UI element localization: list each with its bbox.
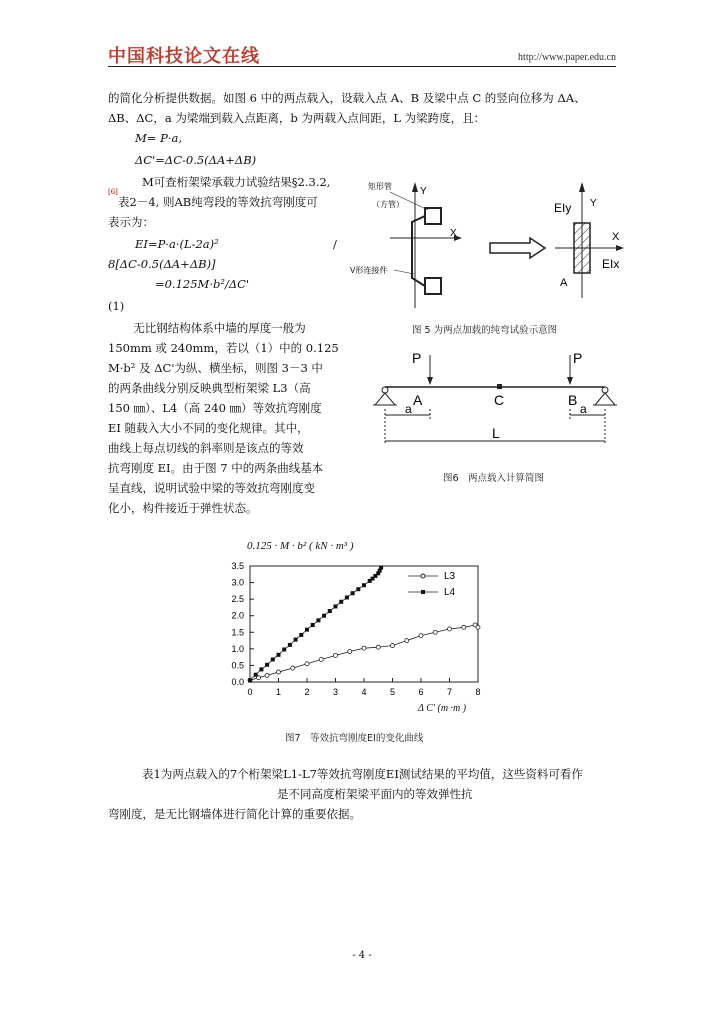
legend-label: L3 (444, 571, 456, 582)
data-point-L4 (362, 583, 366, 587)
para2-line: 的两条曲线分别反映典型桁架梁 L3（高 (108, 381, 311, 395)
series-line-L3 (250, 625, 478, 680)
data-point-L4 (294, 638, 298, 642)
header-url[interactable]: http://www.paper.edu.cn (518, 52, 616, 63)
fig6-p-right: P (573, 350, 583, 366)
fig5-caption: 图 5 为两点加载的纯弯试验示意图 (412, 325, 558, 336)
para2-line: 呈直线，说明试验中梁的等效抗弯刚度变 (108, 481, 315, 495)
data-point-L3 (433, 630, 437, 634)
para2-line: EI 随载入大小不同的变化规律。其中， (108, 421, 309, 435)
formula-ei-a: EI=P·a·(L-2a)² (135, 237, 219, 251)
fig5-top-tube (425, 208, 441, 224)
fig6-mid-point (497, 384, 502, 389)
fig6-l-label: L (492, 425, 500, 441)
para2-line: 曲线上每点切线的斜率则是该点的等效 (108, 441, 304, 455)
data-point-L3 (448, 627, 452, 631)
y-tick-label: 1.5 (231, 627, 244, 638)
y-tick-label: 3.5 (231, 561, 244, 571)
fig5-eiy: EIy (554, 201, 572, 215)
data-point-L3 (362, 646, 366, 650)
x-tick-label: 4 (361, 687, 367, 697)
fig5-label-tube: 矩形管 (368, 182, 392, 191)
fig5-label-tube2: （方管） (372, 200, 404, 209)
figure-5 (350, 178, 640, 338)
x-tick-label: 3 (332, 687, 339, 697)
formula-dc: ΔC'=ΔC-0.5(ΔA+ΔB) (135, 153, 257, 167)
fig6-a-left-label: a (405, 402, 412, 416)
bottom-line-3: 弯刚度，是无比钢墙体进行简化计算的重要依据。 (108, 807, 361, 821)
y-tick-label: 0.0 (231, 677, 244, 687)
legend-label: L4 (444, 587, 456, 598)
data-point-L4 (265, 663, 269, 667)
data-point-L4 (305, 628, 309, 632)
fig5-transform-arrow (490, 238, 545, 258)
x-tick-label: 7 (446, 687, 453, 697)
formula-ei-b: 8[ΔC-0.5(ΔA+ΔB)] (108, 257, 216, 271)
y-tick-label: 2.5 (231, 594, 244, 605)
fig5-y-label: Y (420, 186, 427, 197)
chart-xlabel: Δ C' (m ·m ) (418, 703, 467, 714)
y-tick-label: 1.0 (231, 643, 244, 654)
data-point-L4 (356, 587, 360, 591)
bottom-line-2: 是不同高度桁架梁平面内的等效弹性抗 (277, 787, 473, 801)
legend-marker (421, 574, 425, 578)
fig5-label-v: V形连接件 (350, 266, 388, 275)
data-point-L4 (248, 678, 252, 682)
data-point-L3 (419, 634, 423, 638)
para2-line: M·b² 及 ΔC'为纵、横坐标，则图 3－3 中 (108, 361, 323, 375)
data-point-L4 (277, 653, 281, 657)
data-point-L4 (379, 566, 383, 570)
chart-title: 0.125 · M · b² ( kN · m³ ) (247, 540, 354, 552)
fig7-caption: 图7 等效抗弯刚度EI的变化曲线 (285, 733, 424, 744)
data-point-L4 (328, 609, 332, 613)
equation-number: (1) (108, 299, 125, 313)
data-point-L4 (271, 657, 275, 661)
para2-line: 化小，构件接近于弹性状态。 (108, 501, 258, 515)
bottom-line-1: 表1为两点载入的7个桁架梁L1-L7等效抗弯刚度EI测试结果的平均值，这些资料可看作 (142, 767, 583, 781)
data-point-L4 (311, 623, 315, 627)
formula-slash: / (333, 237, 337, 251)
data-point-L3 (348, 650, 352, 654)
data-point-L4 (254, 673, 258, 677)
y-tick-label: 2.0 (231, 610, 244, 621)
fig6-pt-c: C (494, 392, 505, 408)
fig5-bottom-tube (425, 278, 441, 294)
site-logo: 中国科技论文在线 (108, 46, 260, 67)
x-tick-label: 0 (247, 687, 253, 697)
fig5-x-label: X (450, 228, 457, 239)
fig6-left-support (375, 393, 395, 405)
fig5-eix: EIx (602, 257, 620, 271)
series-line-L4 (250, 568, 381, 681)
citation-ref[interactable]: [6] (108, 188, 118, 196)
para1-line-2: 表2－4, 则AB纯弯段的等效抗弯刚度可 (118, 195, 318, 209)
data-point-L4 (282, 648, 286, 652)
x-tick-label: 1 (275, 687, 282, 697)
data-point-L4 (259, 667, 263, 671)
formula-m: M= P·a, (135, 131, 182, 145)
legend-marker (421, 590, 425, 594)
data-point-L3 (305, 662, 309, 666)
data-point-L3 (405, 639, 409, 643)
data-point-L3 (334, 653, 338, 657)
data-point-L3 (376, 645, 380, 649)
fig6-pt-b: B (568, 392, 578, 408)
para1-line-1: M可查桁架梁承载力试验结果§2.3.2, (142, 175, 331, 189)
data-point-L4 (322, 614, 326, 618)
fig6-p-left: P (412, 350, 422, 366)
para2-line: 150mm 或 240mm，若以（1）中的 0.125 (108, 341, 339, 355)
fig6-a-right-label: a (580, 402, 587, 416)
intro-line-2: ΔB、ΔC，a 为梁端到载入点距离，b 为两载入点间距，L 为梁跨度，且： (108, 111, 486, 125)
intro-line-1: 的简化分析提供数据。如图 6 中的两点载入，设载入点 A、B 及梁中点 C 的竖向位移为 ΔA、 (108, 91, 586, 105)
x-tick-label: 6 (418, 687, 424, 697)
data-point-L4 (345, 595, 349, 599)
x-tick-label: 5 (389, 687, 396, 697)
figure-7-chart (210, 558, 510, 718)
fig6-right-support (595, 393, 615, 405)
data-point-L4 (351, 591, 355, 595)
x-tick-label: 2 (304, 687, 310, 697)
y-tick-label: 3.0 (231, 577, 244, 588)
data-point-L4 (288, 643, 292, 647)
para2-line: 150 ㎜）、L4（高 240 ㎜）等效抗弯刚度 (108, 401, 322, 415)
x-tick-label: 8 (475, 687, 481, 697)
header-divider (108, 66, 616, 67)
formula-ei-c: =0.125M·b²/ΔC' (155, 277, 250, 291)
data-point-L4 (316, 618, 320, 622)
para2-line: 无比钢结构体系中墙的厚度一般为 (133, 321, 306, 335)
fig6-caption: 图6 两点载入计算简图 (443, 473, 545, 484)
data-point-L3 (319, 657, 323, 661)
fig5-equivalent-section (574, 223, 590, 273)
data-point-L3 (476, 625, 480, 629)
para2 (108, 318, 343, 518)
fig6-pt-a: A (413, 392, 423, 408)
y-tick-label: 0.5 (231, 660, 244, 671)
para2-line: 抗弯刚度 EI。由于图 7 中的两条曲线基本 (108, 461, 324, 475)
data-point-L4 (339, 600, 343, 604)
fig5-v-connector (412, 216, 425, 286)
page-number: - 4 - (352, 950, 372, 961)
data-point-L4 (334, 604, 338, 608)
data-point-L3 (277, 670, 281, 674)
data-point-L3 (265, 673, 269, 677)
fig5-x2: X (612, 231, 620, 243)
para1-line-3: 表示为： (108, 215, 154, 229)
figure-6 (370, 345, 620, 455)
data-point-L4 (299, 633, 303, 637)
fig5-a: A (560, 277, 568, 289)
data-point-L3 (291, 666, 295, 670)
data-point-L3 (462, 625, 466, 629)
data-point-L3 (391, 644, 395, 648)
fig5-y2: Y (590, 198, 597, 209)
